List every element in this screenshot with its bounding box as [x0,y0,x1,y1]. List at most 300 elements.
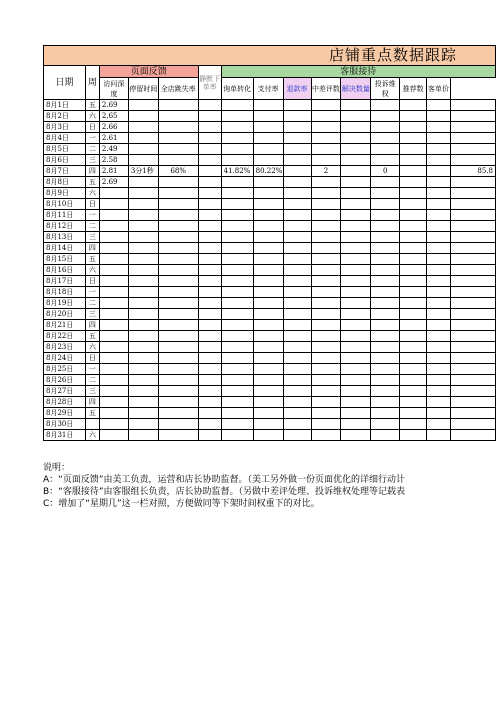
cell-pay[interactable] [253,430,283,441]
cell-mid[interactable] [311,364,341,375]
cell-silent[interactable] [198,122,221,133]
cell-complaint[interactable] [400,298,427,309]
cell-bounce[interactable] [158,122,198,133]
cell-wd[interactable]: 四 [85,243,99,254]
cell-wd[interactable]: 六 [85,111,99,122]
cell-complaint[interactable] [400,309,427,320]
cell-bounce[interactable] [158,177,198,188]
cell-rec[interactable] [427,199,451,210]
cell-res[interactable] [371,199,400,210]
cell-inq[interactable] [221,243,253,254]
cell-refund[interactable] [283,177,311,188]
cell-stay[interactable] [128,287,158,298]
cell-pay[interactable] [253,265,283,276]
cell-resolved-gap[interactable] [341,133,371,144]
cell-pay[interactable] [253,177,283,188]
cell-date[interactable]: 8月26日 [44,375,86,386]
cell-bounce[interactable] [158,188,198,199]
cell-rec[interactable] [427,342,451,353]
cell-avg[interactable] [451,188,496,199]
cell-wd[interactable]: 日 [85,353,99,364]
cell-date[interactable]: 8月9日 [44,188,86,199]
cell-mid[interactable] [311,199,341,210]
cell-bounce[interactable] [158,320,198,331]
cell-avg[interactable] [451,408,496,419]
cell-res[interactable]: 0 [371,166,400,177]
cell-silent[interactable] [198,386,221,397]
cell-pay[interactable] [253,122,283,133]
cell-mid[interactable] [311,243,341,254]
cell-rec[interactable] [427,353,451,364]
cell-refund[interactable] [283,265,311,276]
cell-inq[interactable] [221,309,253,320]
cell-stay[interactable] [128,430,158,441]
cell-mid[interactable] [311,276,341,287]
cell-complaint[interactable] [400,265,427,276]
cell-depth[interactable] [99,254,128,265]
cell-wd[interactable]: 一 [85,133,99,144]
cell-stay[interactable] [128,419,158,430]
cell-depth[interactable]: 2.69 [99,100,128,111]
cell-complaint[interactable] [400,210,427,221]
cell-silent[interactable] [198,133,221,144]
cell-res[interactable] [371,342,400,353]
cell-date[interactable]: 8月2日 [44,111,86,122]
cell-wd[interactable] [85,419,99,430]
cell-avg[interactable] [451,430,496,441]
cell-rec[interactable] [427,122,451,133]
cell-date[interactable]: 8月3日 [44,122,86,133]
cell-pay[interactable] [253,331,283,342]
cell-date[interactable]: 8月20日 [44,309,86,320]
cell-mid[interactable] [311,397,341,408]
cell-refund[interactable] [283,221,311,232]
cell-pay[interactable] [253,243,283,254]
cell-date[interactable]: 8月25日 [44,364,86,375]
cell-complaint[interactable] [400,144,427,155]
cell-complaint[interactable] [400,111,427,122]
cell-wd[interactable]: 六 [85,430,99,441]
cell-bounce[interactable] [158,210,198,221]
cell-avg[interactable] [451,155,496,166]
cell-depth[interactable] [99,430,128,441]
cell-rec[interactable] [427,265,451,276]
cell-depth[interactable]: 2.66 [99,122,128,133]
cell-depth[interactable] [99,221,128,232]
cell-resolved-gap[interactable] [341,265,371,276]
cell-silent[interactable] [198,287,221,298]
cell-stay[interactable] [128,122,158,133]
cell-silent[interactable] [198,188,221,199]
cell-wd[interactable]: 二 [85,298,99,309]
cell-res[interactable] [371,397,400,408]
cell-complaint[interactable] [400,232,427,243]
cell-bounce[interactable] [158,243,198,254]
cell-rec[interactable] [427,408,451,419]
cell-avg[interactable] [451,265,496,276]
cell-bounce[interactable] [158,353,198,364]
cell-refund[interactable] [283,243,311,254]
cell-wd[interactable]: 一 [85,210,99,221]
cell-bounce[interactable] [158,397,198,408]
cell-res[interactable] [371,386,400,397]
cell-wd[interactable]: 五 [85,408,99,419]
cell-refund[interactable] [283,276,311,287]
cell-complaint[interactable] [400,375,427,386]
cell-rec[interactable] [427,243,451,254]
cell-rec[interactable] [427,210,451,221]
cell-wd[interactable]: 五 [85,331,99,342]
cell-pay[interactable] [253,287,283,298]
cell-date[interactable]: 8月18日 [44,287,86,298]
cell-avg[interactable] [451,320,496,331]
cell-wd[interactable]: 四 [85,166,99,177]
cell-res[interactable] [371,276,400,287]
cell-bounce[interactable] [158,221,198,232]
cell-wd[interactable]: 三 [85,386,99,397]
cell-stay[interactable] [128,265,158,276]
cell-mid[interactable] [311,408,341,419]
cell-pay[interactable] [253,320,283,331]
cell-pay[interactable] [253,397,283,408]
cell-complaint[interactable] [400,430,427,441]
cell-mid[interactable] [311,144,341,155]
cell-depth[interactable] [99,386,128,397]
cell-resolved-gap[interactable] [341,419,371,430]
cell-pay[interactable] [253,375,283,386]
cell-rec[interactable] [427,144,451,155]
cell-silent[interactable] [198,331,221,342]
cell-silent[interactable] [198,232,221,243]
cell-bounce[interactable] [158,111,198,122]
cell-wd[interactable]: 四 [85,397,99,408]
cell-resolved-gap[interactable] [341,111,371,122]
cell-mid[interactable] [311,100,341,111]
cell-silent[interactable] [198,111,221,122]
cell-resolved-gap[interactable] [341,375,371,386]
cell-rec[interactable] [427,386,451,397]
cell-depth[interactable] [99,397,128,408]
cell-inq[interactable] [221,133,253,144]
cell-rec[interactable] [427,232,451,243]
cell-rec[interactable] [427,155,451,166]
cell-bounce[interactable] [158,100,198,111]
cell-depth[interactable] [99,375,128,386]
cell-refund[interactable] [283,342,311,353]
cell-resolved-gap[interactable] [341,309,371,320]
cell-avg[interactable] [451,419,496,430]
cell-wd[interactable]: 六 [85,188,99,199]
cell-resolved-gap[interactable] [341,100,371,111]
cell-pay[interactable]: 80.22% [253,166,283,177]
cell-inq[interactable] [221,386,253,397]
cell-avg[interactable] [451,210,496,221]
cell-mid[interactable] [311,221,341,232]
cell-depth[interactable]: 2.69 [99,177,128,188]
cell-inq[interactable] [221,122,253,133]
cell-rec[interactable] [427,430,451,441]
cell-bounce[interactable] [158,276,198,287]
cell-bounce[interactable] [158,298,198,309]
cell-bounce[interactable] [158,232,198,243]
cell-silent[interactable] [198,276,221,287]
cell-inq[interactable] [221,188,253,199]
cell-refund[interactable] [283,100,311,111]
cell-inq[interactable] [221,265,253,276]
cell-silent[interactable] [198,353,221,364]
cell-date[interactable]: 8月30日 [44,419,86,430]
cell-complaint[interactable] [400,155,427,166]
cell-resolved-gap[interactable] [341,320,371,331]
cell-depth[interactable] [99,309,128,320]
cell-wd[interactable]: 一 [85,364,99,375]
cell-mid[interactable] [311,386,341,397]
cell-inq[interactable] [221,100,253,111]
cell-inq[interactable] [221,320,253,331]
cell-rec[interactable] [427,166,451,177]
cell-avg[interactable] [451,122,496,133]
cell-avg[interactable] [451,144,496,155]
cell-bounce[interactable] [158,408,198,419]
cell-depth[interactable] [99,287,128,298]
cell-res[interactable] [371,144,400,155]
cell-resolved-gap[interactable] [341,155,371,166]
cell-rec[interactable] [427,364,451,375]
cell-inq[interactable] [221,408,253,419]
cell-avg[interactable] [451,177,496,188]
cell-mid[interactable] [311,133,341,144]
cell-resolved-gap[interactable] [341,221,371,232]
cell-inq[interactable] [221,287,253,298]
cell-stay[interactable] [128,199,158,210]
cell-complaint[interactable] [400,386,427,397]
cell-resolved-gap[interactable] [341,232,371,243]
cell-avg[interactable] [451,397,496,408]
cell-depth[interactable]: 2.61 [99,133,128,144]
cell-date[interactable]: 8月17日 [44,276,86,287]
cell-avg[interactable] [451,331,496,342]
cell-refund[interactable] [283,320,311,331]
cell-complaint[interactable] [400,419,427,430]
cell-bounce[interactable] [158,133,198,144]
cell-rec[interactable] [427,188,451,199]
cell-stay[interactable] [128,155,158,166]
cell-pay[interactable] [253,188,283,199]
cell-mid[interactable] [311,309,341,320]
cell-stay[interactable] [128,210,158,221]
cell-date[interactable]: 8月16日 [44,265,86,276]
cell-avg[interactable] [451,221,496,232]
cell-refund[interactable] [283,254,311,265]
cell-silent[interactable] [198,430,221,441]
cell-date[interactable]: 8月28日 [44,397,86,408]
cell-inq[interactable]: 41.82% [221,166,253,177]
cell-rec[interactable] [427,287,451,298]
cell-stay[interactable] [128,298,158,309]
cell-silent[interactable] [198,177,221,188]
cell-resolved-gap[interactable] [341,243,371,254]
cell-inq[interactable] [221,177,253,188]
cell-complaint[interactable] [400,166,427,177]
cell-res[interactable] [371,177,400,188]
cell-inq[interactable] [221,375,253,386]
cell-stay[interactable] [128,221,158,232]
cell-date[interactable]: 8月19日 [44,298,86,309]
cell-complaint[interactable] [400,100,427,111]
cell-depth[interactable]: 2.81 [99,166,128,177]
cell-inq[interactable] [221,342,253,353]
cell-pay[interactable] [253,199,283,210]
cell-pay[interactable] [253,155,283,166]
cell-stay[interactable] [128,177,158,188]
cell-date[interactable]: 8月7日 [44,166,86,177]
cell-date[interactable]: 8月23日 [44,342,86,353]
cell-refund[interactable] [283,331,311,342]
cell-silent[interactable] [198,408,221,419]
cell-refund[interactable] [283,419,311,430]
cell-pay[interactable] [253,254,283,265]
cell-refund[interactable] [283,408,311,419]
cell-pay[interactable] [253,221,283,232]
cell-depth[interactable] [99,408,128,419]
cell-complaint[interactable] [400,320,427,331]
cell-complaint[interactable] [400,188,427,199]
cell-refund[interactable] [283,232,311,243]
cell-avg[interactable] [451,100,496,111]
cell-depth[interactable] [99,353,128,364]
cell-pay[interactable] [253,232,283,243]
cell-mid[interactable] [311,320,341,331]
cell-silent[interactable] [198,254,221,265]
cell-complaint[interactable] [400,199,427,210]
cell-complaint[interactable] [400,342,427,353]
cell-silent[interactable] [198,309,221,320]
cell-stay[interactable] [128,188,158,199]
cell-resolved-gap[interactable] [341,331,371,342]
cell-stay[interactable] [128,100,158,111]
cell-stay[interactable] [128,133,158,144]
cell-mid[interactable] [311,177,341,188]
cell-res[interactable] [371,111,400,122]
cell-date[interactable]: 8月4日 [44,133,86,144]
cell-silent[interactable] [198,375,221,386]
cell-refund[interactable] [283,386,311,397]
cell-res[interactable] [371,265,400,276]
cell-pay[interactable] [253,210,283,221]
cell-mid[interactable] [311,232,341,243]
cell-complaint[interactable] [400,287,427,298]
cell-inq[interactable] [221,254,253,265]
cell-bounce[interactable] [158,419,198,430]
cell-res[interactable] [371,210,400,221]
cell-mid[interactable] [311,122,341,133]
cell-wd[interactable]: 五 [85,100,99,111]
cell-res[interactable] [371,122,400,133]
cell-avg[interactable] [451,232,496,243]
cell-date[interactable]: 8月11日 [44,210,86,221]
cell-avg[interactable] [451,309,496,320]
cell-date[interactable]: 8月14日 [44,243,86,254]
cell-pay[interactable] [253,100,283,111]
cell-bounce[interactable] [158,309,198,320]
cell-date[interactable]: 8月8日 [44,177,86,188]
cell-silent[interactable] [198,342,221,353]
cell-res[interactable] [371,188,400,199]
cell-inq[interactable] [221,353,253,364]
cell-date[interactable]: 8月21日 [44,320,86,331]
cell-avg[interactable] [451,342,496,353]
cell-stay[interactable] [128,386,158,397]
cell-rec[interactable] [427,111,451,122]
cell-date[interactable]: 8月10日 [44,199,86,210]
cell-wd[interactable]: 五 [85,254,99,265]
cell-bounce[interactable] [158,144,198,155]
cell-silent[interactable] [198,166,221,177]
cell-date[interactable]: 8月1日 [44,100,86,111]
cell-refund[interactable] [283,155,311,166]
cell-bounce[interactable] [158,287,198,298]
cell-mid[interactable] [311,254,341,265]
cell-refund[interactable] [283,122,311,133]
cell-wd[interactable]: 六 [85,265,99,276]
cell-silent[interactable] [198,364,221,375]
cell-avg[interactable] [451,254,496,265]
cell-inq[interactable] [221,221,253,232]
cell-stay[interactable] [128,408,158,419]
cell-rec[interactable] [427,177,451,188]
cell-silent[interactable] [198,419,221,430]
cell-pay[interactable] [253,144,283,155]
cell-pay[interactable] [253,364,283,375]
cell-pay[interactable] [253,276,283,287]
cell-avg[interactable] [451,298,496,309]
cell-depth[interactable] [99,210,128,221]
cell-stay[interactable] [128,320,158,331]
cell-bounce[interactable] [158,375,198,386]
cell-mid[interactable] [311,331,341,342]
cell-mid[interactable] [311,342,341,353]
cell-bounce[interactable] [158,254,198,265]
cell-inq[interactable] [221,210,253,221]
cell-date[interactable]: 8月27日 [44,386,86,397]
cell-complaint[interactable] [400,243,427,254]
cell-refund[interactable] [283,375,311,386]
cell-resolved-gap[interactable] [341,386,371,397]
cell-res[interactable] [371,320,400,331]
cell-inq[interactable] [221,419,253,430]
cell-res[interactable] [371,298,400,309]
cell-bounce[interactable] [158,430,198,441]
cell-rec[interactable] [427,100,451,111]
cell-stay[interactable] [128,232,158,243]
cell-wd[interactable]: 五 [85,177,99,188]
cell-depth[interactable]: 2.65 [99,111,128,122]
cell-mid[interactable] [311,353,341,364]
cell-depth[interactable] [99,419,128,430]
cell-rec[interactable] [427,133,451,144]
cell-depth[interactable] [99,331,128,342]
cell-complaint[interactable] [400,177,427,188]
cell-stay[interactable] [128,111,158,122]
cell-bounce[interactable] [158,155,198,166]
cell-bounce[interactable]: 68% [158,166,198,177]
cell-refund[interactable] [283,287,311,298]
cell-avg[interactable] [451,243,496,254]
cell-depth[interactable] [99,243,128,254]
cell-rec[interactable] [427,221,451,232]
cell-silent[interactable] [198,243,221,254]
cell-res[interactable] [371,133,400,144]
